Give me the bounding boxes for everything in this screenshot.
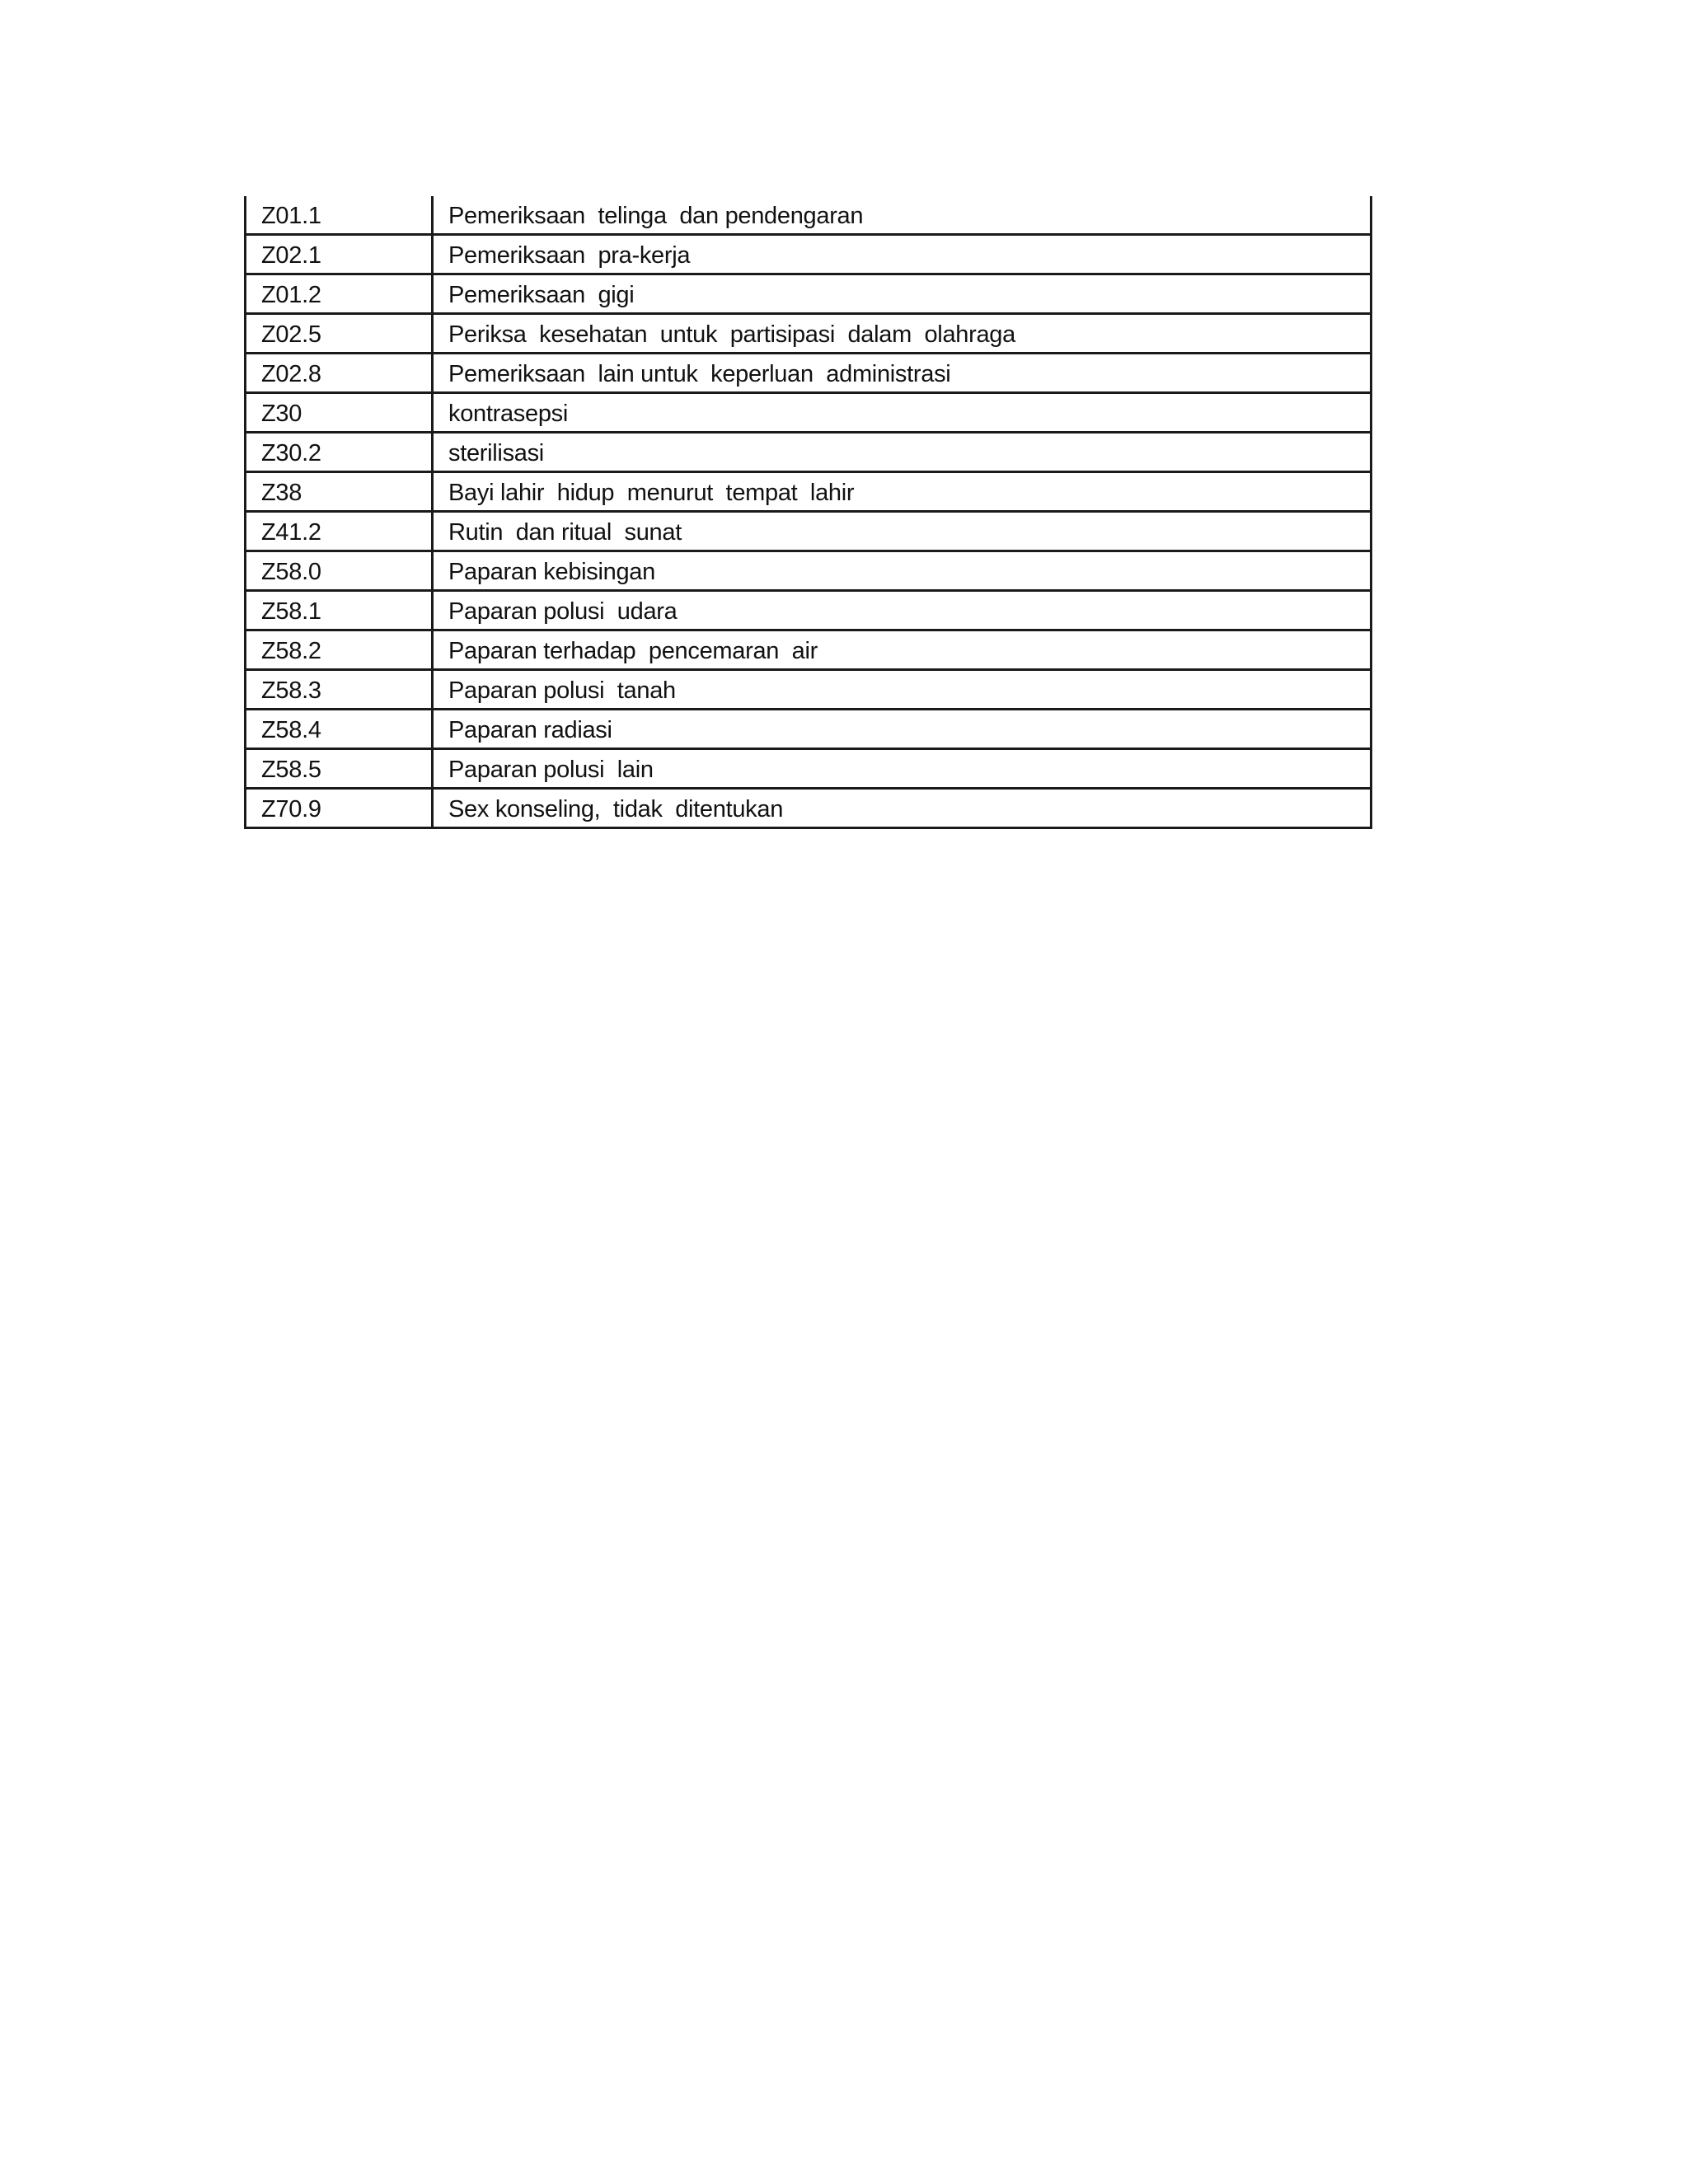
- table-row: [246, 472, 1372, 512]
- description-cell: sterilisasi: [433, 433, 1372, 472]
- table-body: [246, 196, 1372, 828]
- description-cell: Periksa kesehatan untuk partisipasi dalam olahraga: [433, 314, 1372, 354]
- icd-code-cell: Z41.2: [246, 512, 433, 551]
- description-cell: kontrasepsi: [433, 393, 1372, 433]
- table-row: [246, 710, 1372, 749]
- icd-code-cell: Z58.2: [246, 630, 433, 670]
- icd-code-cell: Z02.1: [246, 235, 433, 274]
- icd-code-cell: Z58.0: [246, 551, 433, 591]
- description-cell: Pemeriksaan pra-kerja: [433, 235, 1372, 274]
- diagnosis-code-table: [244, 196, 1372, 829]
- description-cell: Paparan polusi lain: [433, 749, 1372, 789]
- icd-code-cell: Z38: [246, 472, 433, 512]
- icd-code-cell: Z01.1: [246, 196, 433, 235]
- icd-code-cell: Z58.3: [246, 670, 433, 710]
- description-cell: Paparan polusi udara: [433, 591, 1372, 630]
- description-cell: Rutin dan ritual sunat: [433, 512, 1372, 551]
- icd-code-cell: Z30.2: [246, 433, 433, 472]
- description-cell: Sex konseling, tidak ditentukan: [433, 789, 1372, 828]
- table-row: [246, 274, 1372, 314]
- description-cell: Paparan terhadap pencemaran air: [433, 630, 1372, 670]
- icd-code-cell: Z02.5: [246, 314, 433, 354]
- icd-code-cell: Z30: [246, 393, 433, 433]
- icd-code-cell: Z58.4: [246, 710, 433, 749]
- table-row: [246, 354, 1372, 393]
- description-cell: Pemeriksaan gigi: [433, 274, 1372, 314]
- description-cell: Paparan polusi tanah: [433, 670, 1372, 710]
- table-row: [246, 433, 1372, 472]
- table-row: [246, 235, 1372, 274]
- icd-code-cell: Z58.5: [246, 749, 433, 789]
- description-cell: Pemeriksaan lain untuk keperluan administrasi: [433, 354, 1372, 393]
- table-row: [246, 670, 1372, 710]
- description-cell: Paparan radiasi: [433, 710, 1372, 749]
- table-row: [246, 630, 1372, 670]
- icd-code-cell: Z01.2: [246, 274, 433, 314]
- table-row: [246, 512, 1372, 551]
- icd-code-cell: Z70.9: [246, 789, 433, 828]
- icd-code-cell: Z58.1: [246, 591, 433, 630]
- table-row: [246, 196, 1372, 235]
- table-row: [246, 314, 1372, 354]
- table-row: [246, 789, 1372, 828]
- table-row: [246, 749, 1372, 789]
- table-row: [246, 551, 1372, 591]
- table-row: [246, 591, 1372, 630]
- description-cell: Bayi lahir hidup menurut tempat lahir: [433, 472, 1372, 512]
- description-cell: Pemeriksaan telinga dan pendengaran: [433, 196, 1372, 235]
- icd-code-cell: Z02.8: [246, 354, 433, 393]
- description-cell: Paparan kebisingan: [433, 551, 1372, 591]
- table-row: [246, 393, 1372, 433]
